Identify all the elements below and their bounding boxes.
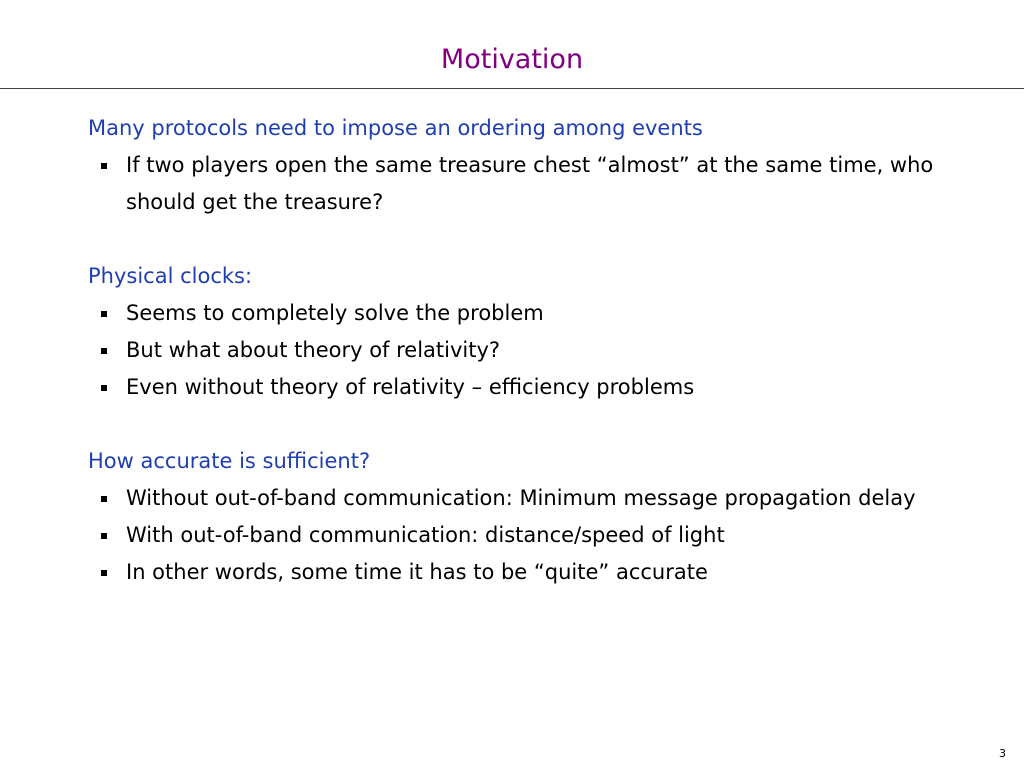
title-divider [0,88,1024,89]
square-bullet-icon [101,163,107,169]
square-bullet-icon [101,348,107,354]
slide-title: Motivation [440,44,584,75]
bullet-item [88,517,988,554]
square-bullet-icon [101,496,107,502]
section-heading: Physical clocks: [88,264,253,288]
section-accuracy [88,443,988,591]
bullet-text: Seems to completely solve the problem [126,301,544,325]
bullet-item [88,369,988,406]
bullet-text: But what about theory of relativity? [126,338,501,362]
bullet-text: With out-of-band communication: distance/speed of light [126,523,725,547]
section-heading: How accurate is sufficient? [88,449,371,473]
bullet-item [88,147,988,221]
page-number: 3 [999,747,1006,760]
bullet-item [88,332,988,369]
slide-content [88,110,988,628]
bullet-text: Even without theory of relativity – efficiency problems [126,375,695,399]
bullet-item [88,554,988,591]
section-ordering [88,110,988,221]
bullet-item [88,480,988,517]
bullet-text: If two players open the same treasure chest “almost” at the same time, who should get the treasure? [126,153,934,214]
square-bullet-icon [101,570,107,576]
square-bullet-icon [101,385,107,391]
square-bullet-icon [101,311,107,317]
bullet-text: In other words, some time it has to be “quite” accurate [126,560,708,584]
square-bullet-icon [101,533,107,539]
bullet-list [88,147,988,221]
section-physical-clocks [88,258,988,406]
bullet-list [88,295,988,406]
bullet-text: Without out-of-band communication: Minimum message propagation delay [126,486,916,510]
section-heading: Many protocols need to impose an ordering among events [88,116,703,140]
bullet-item [88,295,988,332]
bullet-list [88,480,988,591]
